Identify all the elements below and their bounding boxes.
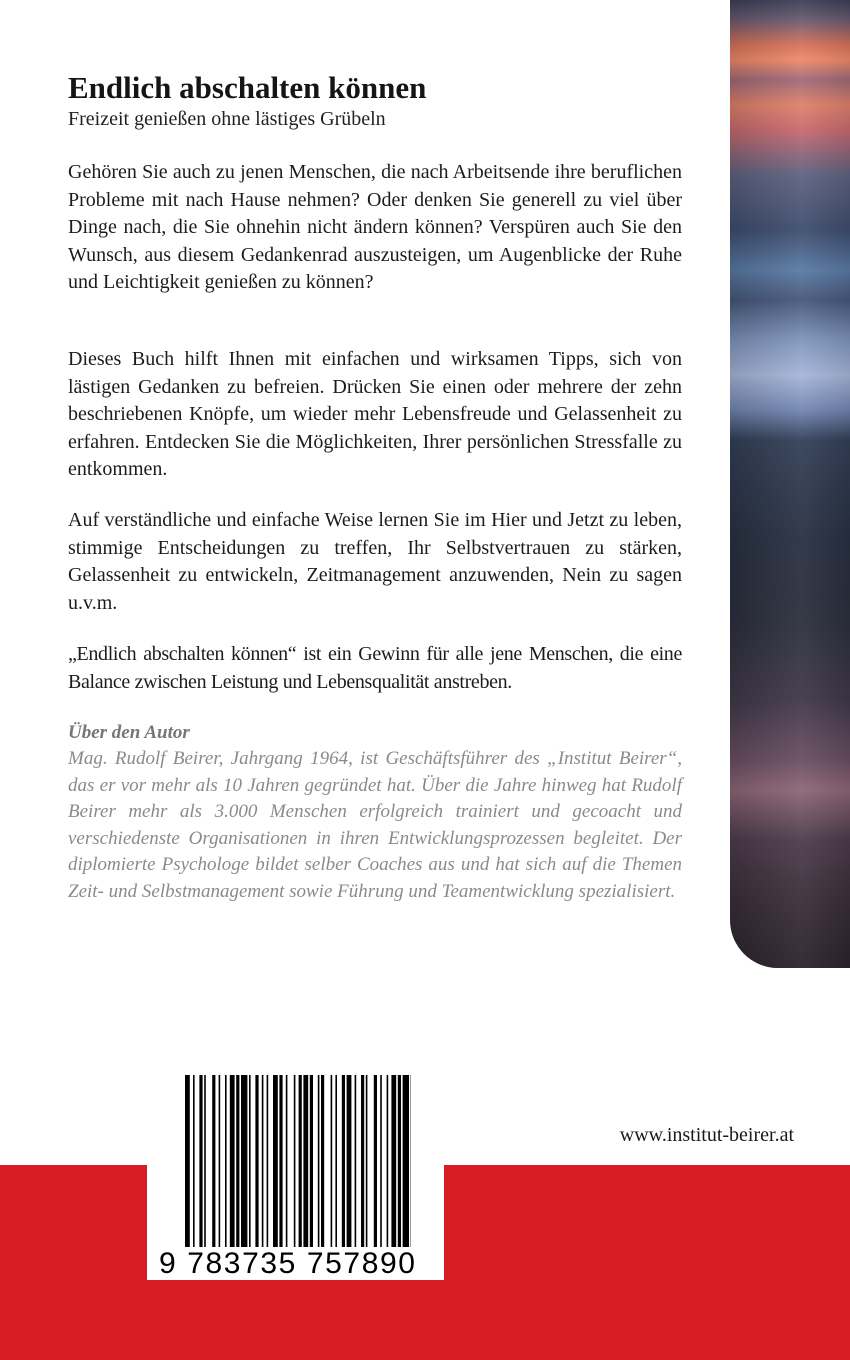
- cover-photo-strip: [730, 0, 850, 968]
- barcode-bar: [303, 1075, 308, 1247]
- barcode-bar: [299, 1075, 302, 1247]
- barcode-bar: [193, 1075, 195, 1247]
- barcode-bar: [361, 1075, 364, 1247]
- book-title: Endlich abschalten können: [68, 70, 427, 105]
- barcode-bar: [255, 1075, 258, 1247]
- barcode-bar: [347, 1075, 352, 1247]
- barcode-bar: [267, 1075, 269, 1247]
- barcode-bar: [318, 1075, 320, 1247]
- barcode-bar: [335, 1075, 337, 1247]
- barcode-bar: [342, 1075, 345, 1247]
- website-url: www.institut-beirer.at: [619, 1124, 794, 1146]
- barcode-bar: [185, 1075, 190, 1247]
- barcode-bar: [286, 1075, 288, 1247]
- barcode-bar: [294, 1075, 296, 1247]
- barcode-bar: [398, 1075, 401, 1247]
- barcode-bar: [331, 1075, 333, 1247]
- barcode-bar: [380, 1075, 382, 1247]
- barcode-bar: [273, 1075, 278, 1247]
- barcode-bar: [355, 1075, 357, 1247]
- barcode-bar: [262, 1075, 264, 1247]
- barcode-bar: [310, 1075, 313, 1247]
- barcode-bar: [391, 1075, 396, 1247]
- book-subtitle: Freizeit genießen ohne lästiges Grübeln: [68, 108, 386, 130]
- barcode-bar: [279, 1075, 282, 1247]
- barcode-bar: [219, 1075, 221, 1247]
- barcode-bar: [241, 1075, 247, 1247]
- barcode-bar: [321, 1075, 324, 1247]
- barcode-bar: [366, 1075, 368, 1247]
- barcode-bar: [387, 1075, 389, 1247]
- author-heading: Über den Autor: [68, 722, 190, 743]
- blurb-paragraph-4: „Endlich abschalten können“ ist ein Gewinn für alle jene Menschen, die eine Balance zwischen Leistung und Lebensqualität anstreben.: [68, 643, 682, 693]
- barcode-bar: [403, 1075, 409, 1247]
- author-bio: Mag. Rudolf Beirer, Jahrgang 1964, ist Geschäftsführer des „Institut Beirer“, das er vor mehr als 10 Jahren gegründet hat. Über die Jahre hinweg hat Rudolf Beirer mehr als 3.000 Menschen erfolgreich trainiert und gecoacht und verschiedenste Organisationen in ihren Entwicklungsprozessen begleitet. Der diplomierte Psychologe bildet selber Coaches aus und hat sich auf die Themen Zeit- und Selbstmanagement sowie Führung und Teamentwicklung spezialisiert.: [68, 748, 682, 902]
- barcode-bar: [374, 1075, 377, 1247]
- barcode-bar: [230, 1075, 235, 1247]
- blurb-paragraph-1: Gehören Sie auch zu jenen Menschen, die nach Arbeitsende ihre beruflichen Probleme mit nach Hause nehmen? Oder denken Sie generell zu viel über Dinge nach, die Sie ohnehin nicht ändern können? Verspüren auch Sie den Wunsch, aus diesem Gedankenrad auszusteigen, um Augenblicke der Ruhe und Leichtigkeit genießen zu können?: [68, 161, 682, 293]
- barcode-bars: [185, 1075, 411, 1255]
- isbn-number: 9 783735 757890: [159, 1247, 417, 1280]
- barcode-bar: [236, 1075, 239, 1247]
- barcode-bar: [199, 1075, 202, 1247]
- blurb-paragraph-3: Auf verständliche und einfache Weise lernen Sie im Hier und Jetzt zu leben, stimmige Entscheidungen zu treffen, Ihr Selbstvertrauen zu stärken, Gelassenheit zu entwickeln, Zeitmanagement anzuwenden, Nein zu sagen u.v.m.: [68, 509, 682, 614]
- isbn-barcode: [147, 1062, 444, 1280]
- barcode-bar: [249, 1075, 251, 1247]
- blurb-paragraph-2: Dieses Buch hilft Ihnen mit einfachen und wirksamen Tipps, sich von lästigen Gedanken zu befreien. Drücken Sie einen oder mehrere der zehn beschriebenen Knöpfe, um wieder mehr Lebensfreude und Gelassenheit zu erfahren. Entdecken Sie die Möglichkeiten, Ihrer persönlichen Stressfalle zu entkommen.: [68, 348, 682, 480]
- barcode-bar: [204, 1075, 206, 1247]
- barcode-bar: [225, 1075, 227, 1247]
- barcode-bar: [212, 1075, 215, 1247]
